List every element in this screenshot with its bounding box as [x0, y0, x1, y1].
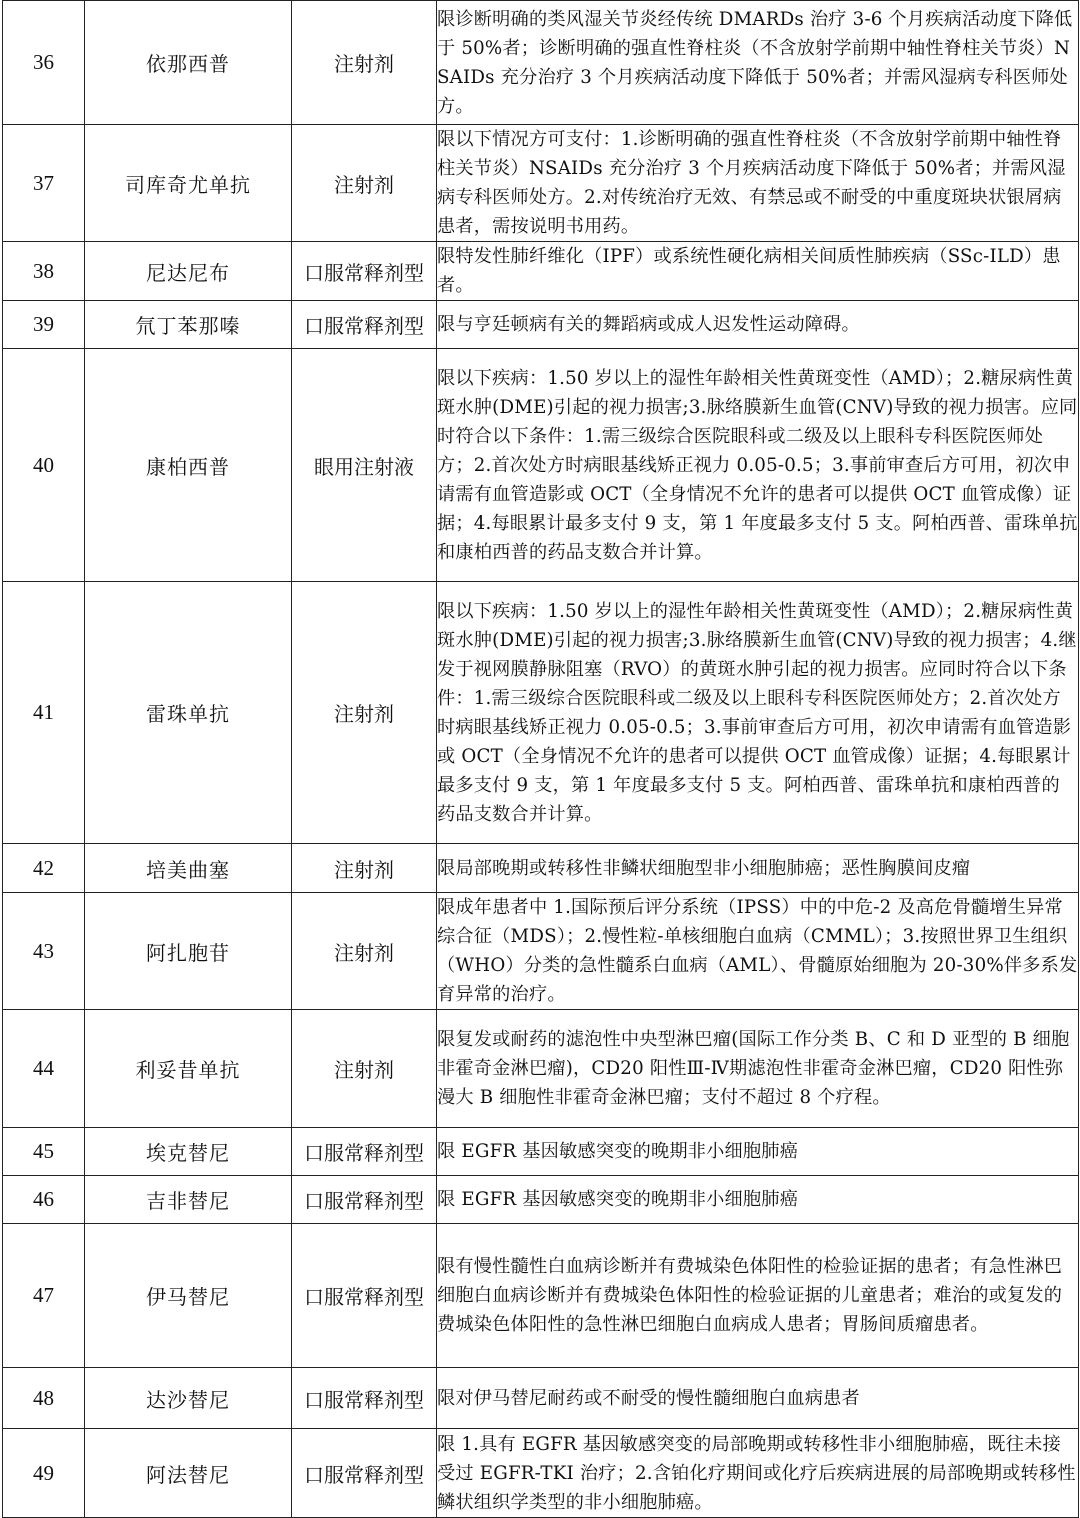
payment-restriction: 限以下情况方可支付：1.诊断明确的强直性脊柱炎（不含放射学前期中轴性脊柱关节炎）NSAIDs 充分治疗 3 个月疾病活动度下降低于 50%者；并需风湿病专科医师处方。2.对传统治疗无效、有禁忌或不耐受的中重度斑块状银屑病患者，需按说明书用药。 — [437, 125, 1079, 242]
dosage-form: 口服常释剂型 — [292, 242, 437, 301]
dosage-form: 口服常释剂型 — [292, 301, 437, 349]
table-row — [3, 1429, 1079, 1518]
payment-restriction: 限 EGFR 基因敏感突变的晚期非小细胞肺癌 — [437, 1128, 1079, 1176]
table-row — [3, 1224, 1079, 1368]
dosage-form: 注射剂 — [292, 844, 437, 893]
row-number: 38 — [3, 242, 85, 301]
drug-name: 埃克替尼 — [85, 1128, 292, 1176]
payment-restriction: 限以下疾病：1.50 岁以上的湿性年龄相关性黄斑变性（AMD）；2.糖尿病性黄斑水肿(DME)引起的视力损害;3.脉络膜新生血管(CNV)导致的视力损害。应同时符合以下条件：1.需三级综合医院眼科或二级及以上眼科专科医院医师处方；2.首次处方时病眼基线矫正视力 0.05-0.5；3.事前审查后方可用，初次申请需有血管造影或 OCT（全身情况不允许的患者可以提供 OCT 血管成像）证据；4.每眼累计最多支付 9 支，第 1 年度最多支付 5 支。阿柏西普、雷珠单抗和康柏西普的药品支数合并计算。 — [437, 349, 1079, 582]
drug-name: 尼达尼布 — [85, 242, 292, 301]
dosage-form: 口服常释剂型 — [292, 1128, 437, 1176]
payment-restriction: 限 1.具有 EGFR 基因敏感突变的局部晚期或转移性非小细胞肺癌，既往未接受过 EGFR-TKI 治疗；2.含铂化疗期间或化疗后疾病进展的局部晚期或转移性鳞状组织学类型的非小细胞肺癌。 — [437, 1429, 1079, 1518]
dosage-form: 眼用注射液 — [292, 349, 437, 582]
table-row — [3, 301, 1079, 349]
drug-name: 康柏西普 — [85, 349, 292, 582]
payment-restriction: 限特发性肺纤维化（IPF）或系统性硬化病相关间质性肺疾病（SSc-ILD）患者。 — [437, 242, 1079, 301]
payment-restriction: 限对伊马替尼耐药或不耐受的慢性髓细胞白血病患者 — [437, 1368, 1079, 1429]
dosage-form: 口服常释剂型 — [292, 1224, 437, 1368]
table-row — [3, 1128, 1079, 1176]
row-number: 44 — [3, 1010, 85, 1128]
row-number: 41 — [3, 582, 85, 844]
row-number: 40 — [3, 349, 85, 582]
payment-restriction: 限 EGFR 基因敏感突变的晚期非小细胞肺癌 — [437, 1176, 1079, 1224]
row-number: 45 — [3, 1128, 85, 1176]
dosage-form: 口服常释剂型 — [292, 1368, 437, 1429]
dosage-form: 注射剂 — [292, 1010, 437, 1128]
row-number: 39 — [3, 301, 85, 349]
row-number: 36 — [3, 1, 85, 125]
drug-name: 达沙替尼 — [85, 1368, 292, 1429]
table-row — [3, 1368, 1079, 1429]
payment-restriction: 限局部晚期或转移性非鳞状细胞型非小细胞肺癌；恶性胸膜间皮瘤 — [437, 844, 1079, 893]
payment-restriction: 限有慢性髓性白血病诊断并有费城染色体阳性的检验证据的患者；有急性淋巴细胞白血病诊断并有费城染色体阳性的检验证据的儿童患者；难治的或复发的费城染色体阳性的急性淋巴细胞白血病成人患者；胃肠间质瘤患者。 — [437, 1224, 1079, 1368]
row-number: 46 — [3, 1176, 85, 1224]
row-number: 37 — [3, 125, 85, 242]
payment-restriction: 限与亨廷顿病有关的舞蹈病或成人迟发性运动障碍。 — [437, 301, 1079, 349]
dosage-form: 口服常释剂型 — [292, 1429, 437, 1518]
row-number: 49 — [3, 1429, 85, 1518]
table-row — [3, 349, 1079, 582]
drug-name: 氘丁苯那嗪 — [85, 301, 292, 349]
dosage-form: 注射剂 — [292, 1, 437, 125]
payment-restriction: 限复发或耐药的滤泡性中央型淋巴瘤(国际工作分类 B、C 和 D 亚型的 B 细胞非霍奇金淋巴瘤)，CD20 阳性Ⅲ-Ⅳ期滤泡性非霍奇金淋巴瘤，CD20 阳性弥漫大 B 细胞性非霍奇金淋巴瘤；支付不超过 8 个疗程。 — [437, 1010, 1079, 1128]
dosage-form: 注射剂 — [292, 893, 437, 1010]
drug-list-table — [2, 0, 1079, 1518]
table-row — [3, 125, 1079, 242]
table-row — [3, 242, 1079, 301]
drug-name: 伊马替尼 — [85, 1224, 292, 1368]
table-row — [3, 1, 1079, 125]
dosage-form: 口服常释剂型 — [292, 1176, 437, 1224]
payment-restriction: 限成年患者中 1.国际预后评分系统（IPSS）中的中危-2 及高危骨髓增生异常综合征（MDS）；2.慢性粒-单核细胞白血病（CMML）；3.按照世界卫生组织（WHO）分类的急性髓系白血病（AML）、骨髓原始细胞为 20-30%伴多系发育异常的治疗。 — [437, 893, 1079, 1010]
drug-name: 利妥昔单抗 — [85, 1010, 292, 1128]
drug-name: 依那西普 — [85, 1, 292, 125]
row-number: 47 — [3, 1224, 85, 1368]
table-row — [3, 1176, 1079, 1224]
table-row — [3, 1010, 1079, 1128]
table-row — [3, 893, 1079, 1010]
drug-name: 雷珠单抗 — [85, 582, 292, 844]
row-number: 48 — [3, 1368, 85, 1429]
drug-name: 阿扎胞苷 — [85, 893, 292, 1010]
payment-restriction: 限以下疾病：1.50 岁以上的湿性年龄相关性黄斑变性（AMD）；2.糖尿病性黄斑水肿(DME)引起的视力损害;3.脉络膜新生血管(CNV)导致的视力损害；4.继发于视网膜静脉阻塞（RVO）的黄斑水肿引起的视力损害。应同时符合以下条件：1.需三级综合医院眼科或二级及以上眼科专科医院医师处方；2.首次处方时病眼基线矫正视力 0.05-0.5；3.事前审查后方可用，初次申请需有血管造影或 OCT（全身情况不允许的患者可以提供 OCT 血管成像）证据；4.每眼累计最多支付 9 支，第 1 年度最多支付 5 支。阿柏西普、雷珠单抗和康柏西普的药品支数合并计算。 — [437, 582, 1079, 844]
drug-name: 司库奇尤单抗 — [85, 125, 292, 242]
drug-name: 吉非替尼 — [85, 1176, 292, 1224]
row-number: 42 — [3, 844, 85, 893]
dosage-form: 注射剂 — [292, 582, 437, 844]
payment-restriction: 限诊断明确的类风湿关节炎经传统 DMARDs 治疗 3-6 个月疾病活动度下降低于 50%者；诊断明确的强直性脊柱炎（不含放射学前期中轴性脊柱关节炎）NSAIDs 充分治疗 3 个月疾病活动度下降低于 50%者；并需风湿病专科医师处方。 — [437, 1, 1079, 125]
table-row — [3, 582, 1079, 844]
row-number: 43 — [3, 893, 85, 1010]
drug-name: 培美曲塞 — [85, 844, 292, 893]
drug-name: 阿法替尼 — [85, 1429, 292, 1518]
table-row — [3, 844, 1079, 893]
dosage-form: 注射剂 — [292, 125, 437, 242]
